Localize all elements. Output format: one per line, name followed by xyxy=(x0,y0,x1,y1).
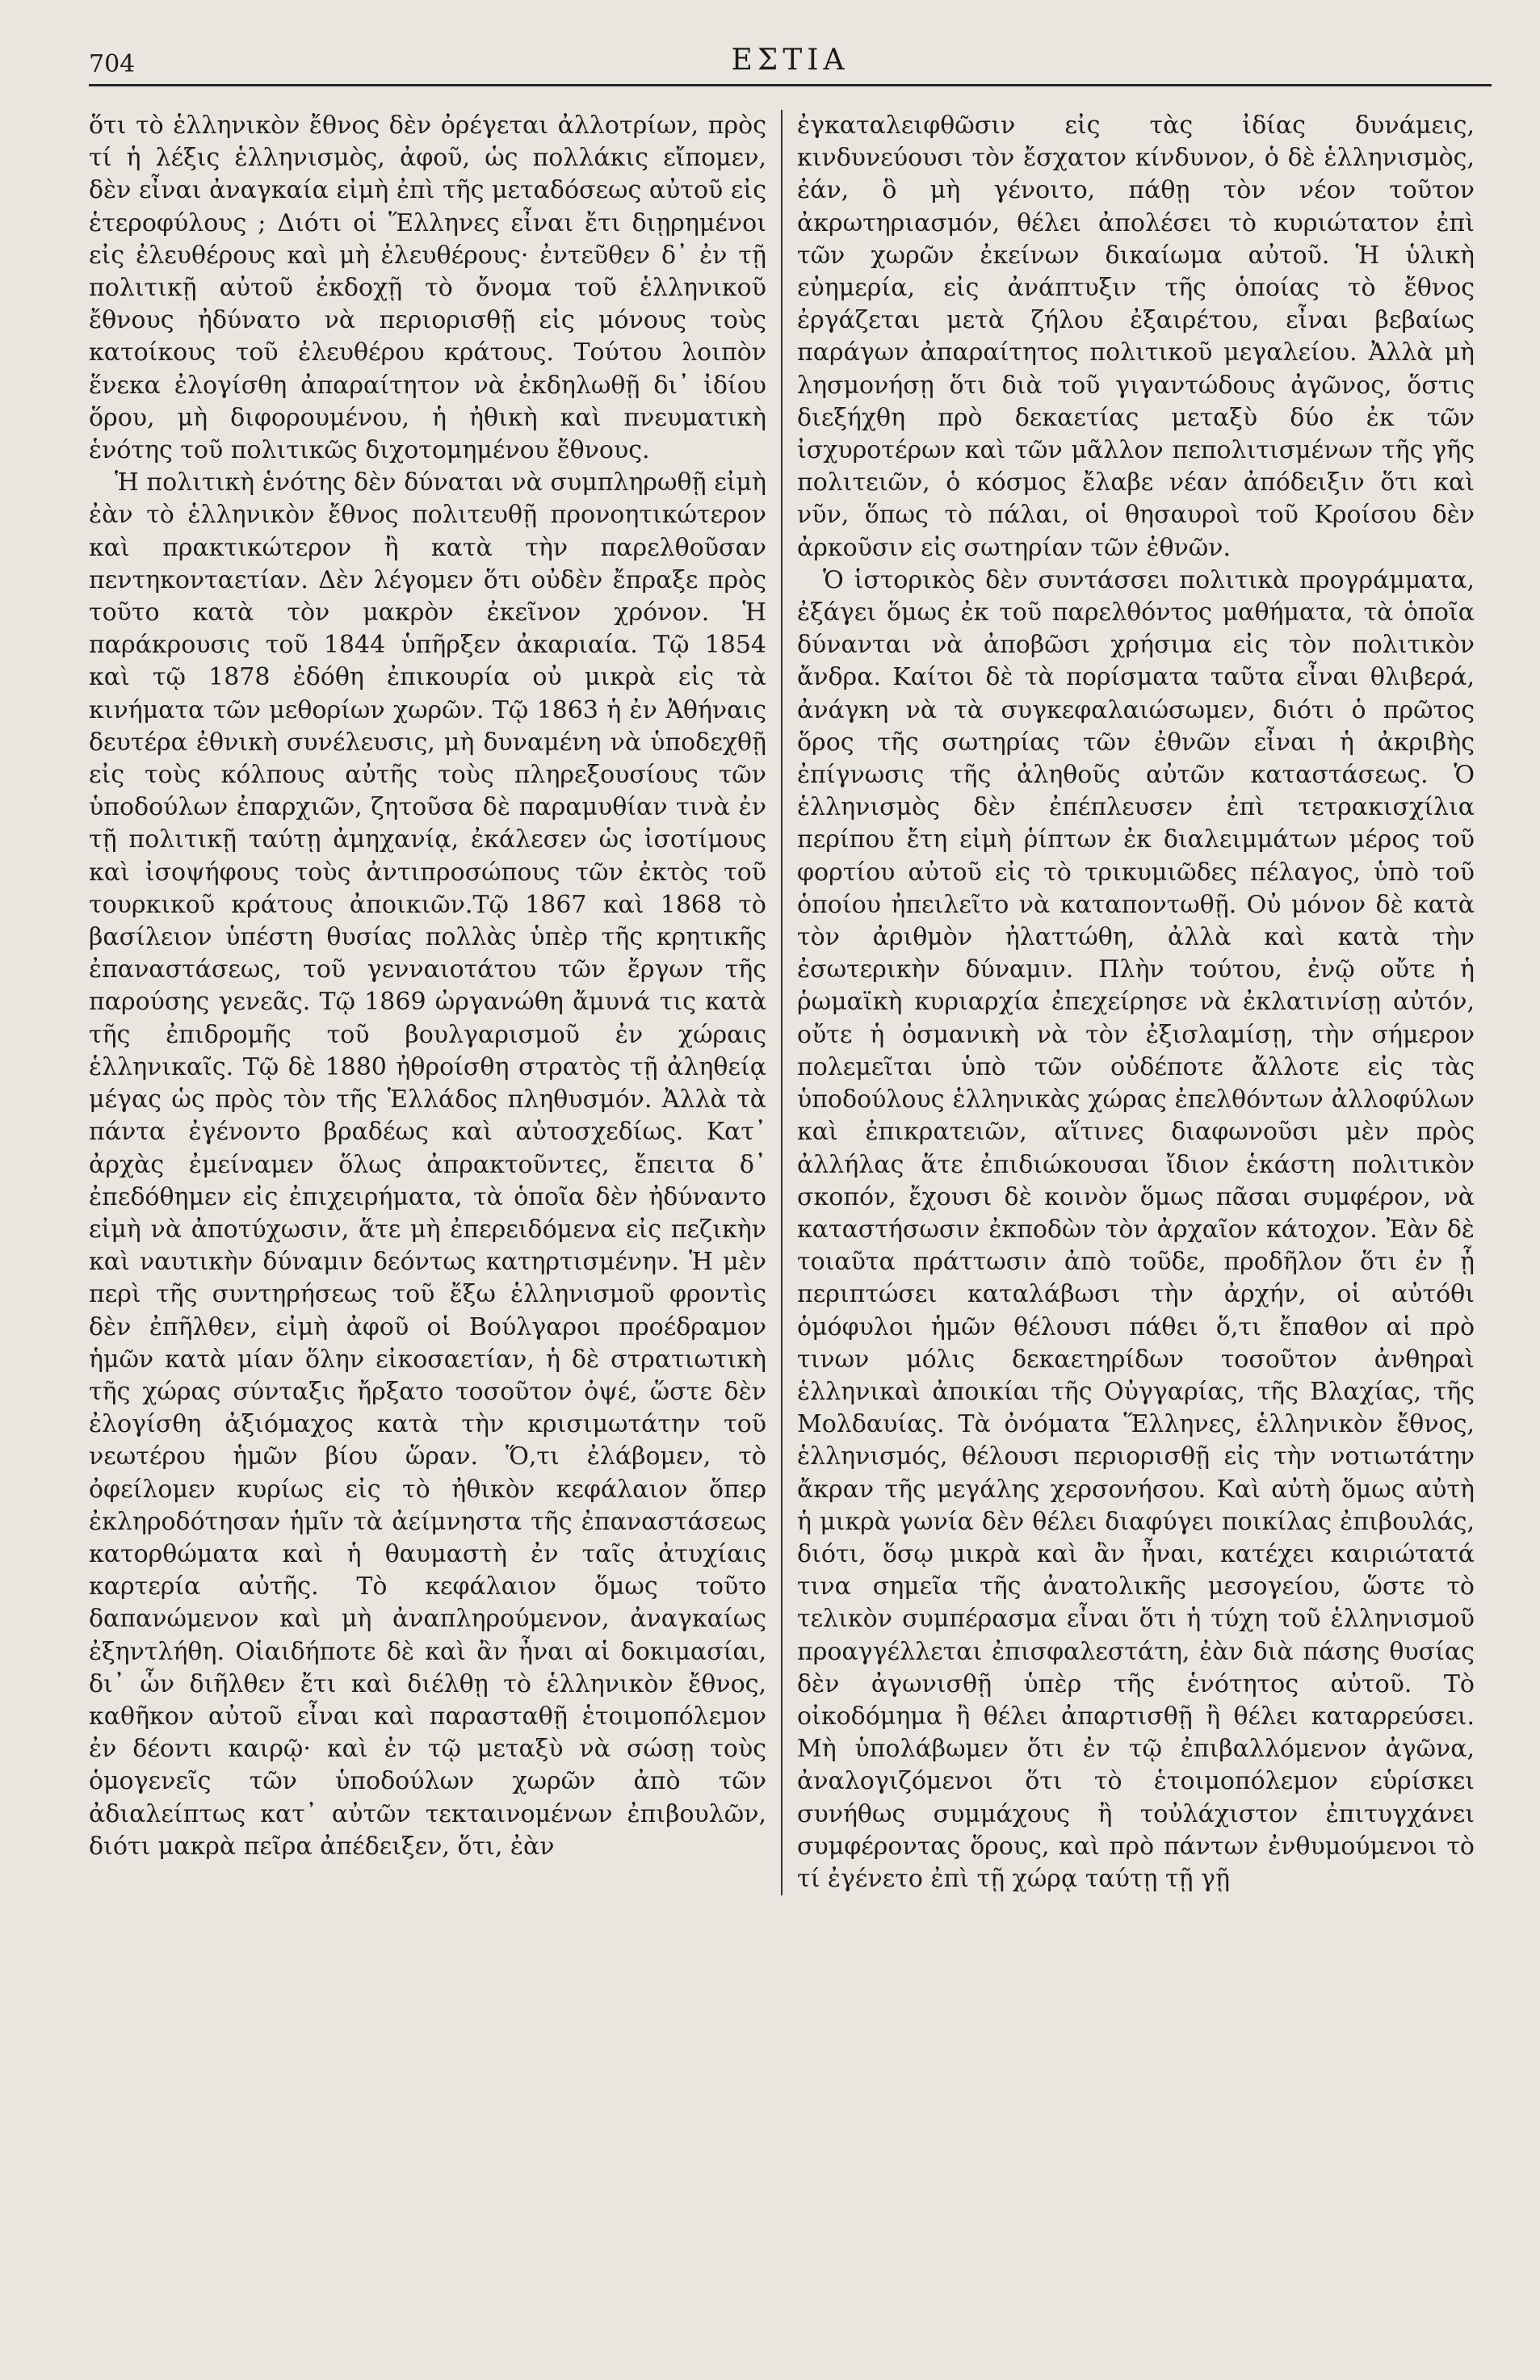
paragraph: ὅτι τὸ ἑλληνικὸν ἔθνος δὲν ὀρέγεται ἀλλοτρίων, πρὸς τί ἡ λέξις ἑλληνισμὸς, ἀφοῦ, ὡς πολλάκις εἴπομεν, δὲν εἶναι ἀναγκαία εἰμὴ ἐπὶ τῆς μεταδόσεως αὐτοῦ εἰς ἑτεροφύλους ; Διότι οἱ Ἕλληνες εἶναι ἔτι διῃρημένοι εἰς ἐλευθέρους καὶ μὴ ἐλευθέρους· ἐντεῦθεν δ᾿ ἐν τῇ πολιτικῇ αὐτοῦ ἐκδοχῇ τὸ ὄνομα τοῦ ἑλληνικοῦ ἔθνους ἠδύνατο νὰ περιορισθῇ εἰς μόνους τοὺς κατοίκους τοῦ ἐλευθέρου κράτους. Τούτου λοιπὸν ἕνεκα ἐλογίσθη ἀπαραίτητον νὰ ἐκδηλωθῇ δι᾿ ἰδίου ὅρου, μὴ διφορουμένου, ἡ ἠθικὴ καὶ πνευματικὴ ἑνότης τοῦ πολιτικῶς διχοτομημένου ἔθνους. xyxy=(89,111,766,465)
left-column xyxy=(89,110,766,1895)
text-columns xyxy=(89,110,1492,1895)
paragraph: Ἡ πολιτικὴ ἑνότης δὲν δύναται νὰ συμπληρωθῇ εἰμὴ ἐὰν τὸ ἑλληνικὸν ἔθνος πολιτευθῇ προνοητικώτερον καὶ πρακτικώτερον ἢ κατὰ τὴν παρελθοῦσαν πεντηκονταετίαν. Δὲν λέγομεν ὅτι οὐδὲν ἔπραξε πρὸς τοῦτο κατὰ τὸν μακρὸν ἐκεῖνον χρόνον. Ἡ παράκρουσις τοῦ 1844 ὑπῆρξεν ἀκαριαία. Τῷ 1854 καὶ τῷ 1878 ἐδόθη ἐπικουρία οὐ μικρὰ εἰς τὰ κινήματα τῶν μεθορίων χωρῶν. Τῷ 1863 ἡ ἐν Ἀθήναις δευτέρα ἐθνικὴ συνέλευσις, μὴ δυναμένη νὰ ὑποδεχθῇ εἰς τοὺς κόλπους αὐτῆς τοὺς πληρεξουσίους τῶν ὑποδούλων ἐπαρχιῶν, ζητοῦσα δὲ παραμυθίαν τινὰ ἐν τῇ πολιτικῇ ταύτῃ ἀμηχανίᾳ, ἐκάλεσεν ὡς ἰσοτίμους καὶ ἰσοψήφους τοὺς ἀντιπροσώπους τῶν ἐκτὸς τοῦ τουρκικοῦ κράτους ἀποικιῶν.Τῷ 1867 καὶ 1868 τὸ βασίλειον ὑπέστη θυσίας πολλὰς ὑπὲρ τῆς κρητικῆς ἐπαναστάσεως, τοῦ γενναιοτάτου τῶν ἔργων τῆς παρούσης γενεᾶς. Τῷ 1869 ὠργανώθη ἄμυνά τις κατὰ τῆς ἐπιδρομῆς τοῦ βουλγαρισμοῦ ἐν χώραις ἑλληνικαῖς. Τῷ δὲ 1880 ἠθροίσθη στρατὸς τῇ ἀληθείᾳ μέγας ὡς πρὸς τὸν τῆς Ἑλλάδος πληθυσμόν. Ἀλλὰ τὰ πάντα ἐγένοντο βραδέως καὶ αὐτοσχεδίως. Κατ᾿ ἀρχὰς ἐμείναμεν ὅλως ἀπρακτοῦντες, ἔπειτα δ᾿ ἐπεδόθημεν εἰς ἐπιχειρήματα, τὰ ὁποῖα δὲν ἠδύναντο εἰμὴ νὰ ἀποτύχωσιν, ἅτε μὴ ἐπερειδόμενα εἰς πεζικὴν καὶ ναυτικὴν δύναμιν δεόντως κατηρτισμένην. Ἡ μὲν περὶ τῆς συντηρήσεως τοῦ ἔξω ἑλληνισμοῦ φροντὶς δὲν ἐπῆλθεν, εἰμὴ ἀφοῦ οἱ Βούλγαροι προέδραμον ἡμῶν κατὰ μίαν ὅλην εἰκοσαετίαν, ἡ δὲ στρατιωτικὴ τῆς χώρας σύνταξις ἤρξατο τοσοῦτον ὀψέ, ὥστε δὲν ἐλογίσθη ἀξιόμαχος κατὰ τὴν κρισιμωτάτην τοῦ νεωτέρου ἡμῶν βίου ὥραν. Ὅ,τι ἐλάβομεν, τὸ ὀφείλομεν κυρίως εἰς τὸ ἠθικὸν κεφάλαιον ὅπερ ἐκληροδότησαν ἡμῖν τὰ ἀείμνηστα τῆς ἐπαναστάσεως κατορθώματα καὶ ἡ θαυμαστὴ ἐν ταῖς ἀτυχίαις καρτερία αὐτῆς. Τὸ κεφάλαιον ὅμως τοῦτο δαπανώμενον καὶ μὴ ἀναπληρούμενον, ἀναγκαίως ἐξηντλήθη. Οἱαιδήποτε δὲ καὶ ἂν ἦναι αἱ δοκιμασίαι, δι᾿ ὧν διῆλθεν ἔτι καὶ διέλθῃ τὸ ἑλληνικὸν ἔθνος, καθῆκον αὐτοῦ εἶναι καὶ παρασταθῇ ἑτοιμοπόλεμον ἐν δέοντι καιρῷ· καὶ ἐν τῷ μεταξὺ νὰ σώσῃ τοὺς ὁμογενεῖς τῶν ὑποδούλων χωρῶν ἀπὸ τῶν ἀδιαλείπτως κατ᾿ αὐτῶν τεκταινομένων ἐπιβουλῶν, διότι μακρὰ πεῖρα ἀπέδειξεν, ὅτι, ἐὰν xyxy=(89,468,766,1861)
paragraph: Ὁ ἱστορικὸς δὲν συντάσσει πολιτικὰ προγράμματα, ἐξάγει ὅμως ἐκ τοῦ παρελθόντος μαθήματα, τὰ ὁποῖα δύνανται νὰ ἀποβῶσι χρήσιμα εἰς τὸν πολιτικὸν ἄνδρα. Καίτοι δὲ τὰ πορίσματα ταῦτα εἶναι θλιβερά, ἀνάγκη νὰ τὰ συγκεφαλαιώσωμεν, διότι ὁ πρῶτος ὅρος τῆς σωτηρίας τῶν ἐθνῶν εἶναι ἡ ἀκριβὴς ἐπίγνωσις τῆς ἀληθοῦς αὐτῶν καταστάσεως. Ὁ ἑλληνισμὸς δὲν ἐπέπλευσεν ἐπὶ τετρακισχίλια περίπου ἔτη εἰμὴ ῥίπτων ἐκ διαλειμμάτων μέρος τοῦ φορτίου αὐτοῦ εἰς τὸ τρικυμιῶδες πέλαγος, ὑπὸ τοῦ ὁποίου ἠπειλεῖτο νὰ καταποντωθῇ. Οὐ μόνον δὲ κατὰ τὸν ἀριθμὸν ἠλαττώθη, ἀλλὰ καὶ κατὰ τὴν ἐσωτερικὴν δύναμιν. Πλὴν τούτου, ἐνῷ οὔτε ἡ ῥωμαϊκὴ κυριαρχία ἐπεχείρησε νὰ ἐκλατινίσῃ αὐτόν, οὔτε ἡ ὀσμανικὴ νὰ τὸν ἐξισλαμίσῃ, τὴν σήμερον πολεμεῖται ὑπὸ τῶν οὐδέποτε ἄλλοτε εἰς τὰς ὑποδούλους ἑλληνικὰς χώρας ἐπελθόντων ἀλλοφύλων καὶ ἐπικρατειῶν, αἵτινες διαφωνοῦσι μὲν πρὸς ἀλλήλας ἅτε ἐπιδιώκουσαι ἴδιον ἑκάστη πολιτικὸν σκοπόν, ἔχουσι δὲ κοινὸν ὅμως πᾶσαι συμφέρον, νὰ καταστήσωσιν ἐκποδὼν τὸν ἀρχαῖον κάτοχον. Ἐὰν δὲ τοιαῦτα πράττωσιν ἀπὸ τοῦδε, προδῆλον ὅτι ἐν ᾗ περιπτώσει καταλάβωσι τὴν ἀρχήν, οἱ αὐτόθι ὁμόφυλοι ἡμῶν θέλουσι πάθει ὅ,τι ἔπαθον αἱ πρὸ τινων μόλις δεκαετηρίδων τοσοῦτον ἀνθηραὶ ἑλληνικαὶ ἀποικίαι τῆς Οὐγγαρίας, τῆς Βλαχίας, τῆς Μολδαυίας. Τὰ ὀνόματα Ἕλληνες, ἑλληνικὸν ἔθνος, ἑλληνισμός, θέλουσι περιορισθῇ εἰς τὴν νοτιωτάτην ἄκραν τῆς μεγάλης χερσονήσου. Καὶ αὐτὴ ὅμως αὐτὴ ἡ μικρὰ γωνία δὲν θέλει διαφύγει ποικίλας ἐπιβουλάς, διότι, ὅσῳ μικρὰ καὶ ἂν ἦναι, κατέχει καιριώτατά τινα σημεῖα τῆς ἀνατολικῆς μεσογείου, ὥστε τὸ τελικὸν συμπέρασμα εἶναι ὅτι ἡ τύχη τοῦ ἑλληνισμοῦ προαγγέλλεται ἐπισφαλεστάτη, ἐὰν διὰ πάσης θυσίας δὲν ἀγωνισθῇ ὑπὲρ τῆς ἑνότητος αὐτοῦ. Τὸ οἰκοδόμημα ἢ θέλει ἀπαρτισθῇ ἢ θέλει καταρρεύσει. Μὴ ὑπολάβωμεν ὅτι ἐν τῷ ἐπιβαλλόμενον ἀγῶνα, ἀναλογιζόμενοι ὅτι τὸ ἑτοιμοπόλεμον εὑρίσκει συνήθως συμμάχους ἢ τοὐλάχιστον ἐπιτυγχάνει συμφέροντας ὅρους, καὶ πρὸ πάντων ἐνθυμούμενοι τὸ τί ἐγένετο ἐπὶ τῇ χώρᾳ ταύτῃ τῇ γῇ xyxy=(797,565,1475,1893)
right-column xyxy=(797,110,1475,1895)
column-divider xyxy=(781,110,783,1895)
paragraph: ἐγκαταλειφθῶσιν εἰς τὰς ἰδίας δυνάμεις, κινδυνεύουσι τὸν ἔσχατον κίνδυνον, ὁ δὲ ἑλληνισμὸς, ἐάν, ὃ μὴ γένοιτο, πάθῃ τὸν νέον τοῦτον ἀκρωτηριασμόν, θέλει ἀπολέσει τὸ κυριώτατον ἐπὶ τῶν χωρῶν ἐκείνων δικαίωμα αὐτοῦ. Ἡ ὑλικὴ εὐημερία, εἰς ἀνάπτυξιν τῆς ὁποίας τὸ ἔθνος ἐργάζεται μετὰ ζήλου ἐξαιρέτου, εἶναι βεβαίως παράγων ἀπαραίτητος πολιτικοῦ μεγαλείου. Ἀλλὰ μὴ λησμονήσῃ ὅτι διὰ τοῦ γιγαντώδους ἀγῶνος, ὅστις διεξήχθη πρὸ δεκαετίας μεταξὺ δύο ἐκ τῶν ἰσχυροτέρων καὶ τῶν μᾶλλον πεπολιτισμένων τῆς γῆς πολιτειῶν, ὁ κόσμος ἔλαβε νέαν ἀπόδειξιν ὅτι καὶ νῦν, ὅπως τὸ πάλαι, οἱ θησαυροὶ τοῦ Κροίσου δὲν ἀρκοῦσιν εἰς σωτηρίαν τῶν ἐθνῶν. xyxy=(797,111,1475,562)
header-rule xyxy=(89,84,1492,86)
page-number: 704 xyxy=(89,50,136,78)
page-header xyxy=(89,0,1492,90)
journal-title: ΕΣΤΙΑ xyxy=(731,44,850,77)
